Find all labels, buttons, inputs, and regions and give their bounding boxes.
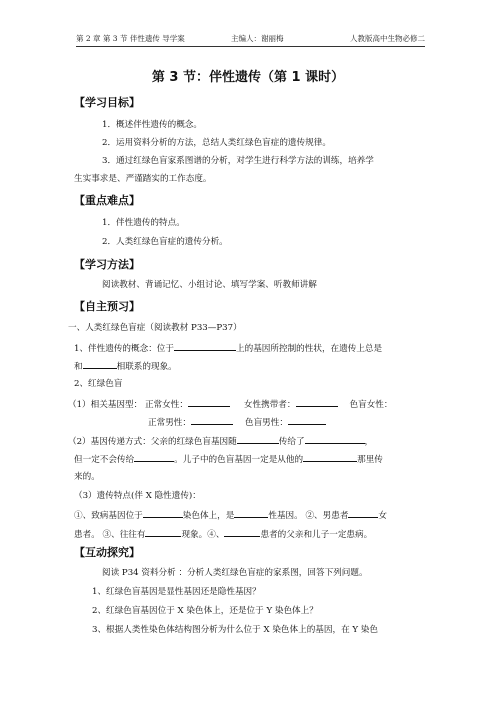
section-heading-explore: 【互动探究】 bbox=[74, 546, 140, 559]
trait-text-d: 女 bbox=[378, 511, 388, 521]
question-1-line-2 bbox=[74, 359, 177, 373]
question-2: 2、红绿色盲 bbox=[74, 379, 123, 389]
inheritance-text-d: 但一定不会传给 bbox=[74, 455, 135, 465]
blank-patient-sex[interactable] bbox=[224, 527, 260, 537]
inheritance-text-a: （2）基因传递方式：父亲的红绿色盲基因随 bbox=[68, 437, 237, 447]
trait-text-g: 患者的父亲和儿子一定患病。 bbox=[260, 530, 373, 540]
genotype-colorblind-male-label: 色盲男性： bbox=[244, 418, 288, 428]
traits-line-1 bbox=[74, 508, 387, 522]
blank-male-vs-female[interactable] bbox=[348, 508, 378, 518]
explore-question: 3、根据人类性染色体结构图分析为什么位于 X 染色体上的基因，在 Y 染色 bbox=[92, 625, 378, 635]
running-header bbox=[76, 33, 425, 47]
genotype-line-1 bbox=[68, 397, 392, 411]
blank-normal-male[interactable] bbox=[191, 415, 233, 425]
inheritance-text-e: 。儿子中的色盲基因一定是从他的 bbox=[174, 455, 304, 465]
trait-text-f: 现象。④、 bbox=[181, 530, 225, 540]
inheritance-text-c: ， bbox=[364, 437, 374, 447]
trait-text-e: 患者。 ③、往往有 bbox=[74, 530, 146, 540]
goal-item-continued: 生实事求是、严谨踏实的工作态度。 bbox=[74, 174, 212, 184]
goal-item: 2．运用资料分析的方法，总结人类红绿色盲症的遗传规律。 bbox=[102, 138, 331, 148]
trait-text-b: 染色体上，是 bbox=[182, 511, 235, 521]
section-heading-method: 【学习方法】 bbox=[74, 258, 140, 271]
header-editor: 主编人：谢丽梅 bbox=[231, 34, 284, 43]
blank-chromosome-passed[interactable] bbox=[237, 434, 279, 444]
section-heading-preview: 【自主预习】 bbox=[74, 300, 140, 313]
blank-sex[interactable] bbox=[83, 359, 117, 369]
header-rule bbox=[76, 46, 425, 47]
blank-normal-female[interactable] bbox=[188, 397, 230, 407]
q1-text-b: 上的基因所控制的性状，在遗传上总是 bbox=[236, 344, 383, 354]
genotype-line-2 bbox=[148, 415, 326, 429]
inheritance-text-f: 那里传 bbox=[357, 455, 383, 465]
blank-son-source[interactable] bbox=[303, 452, 357, 462]
header-chapter: 第 2 章 第 3 节 伴性遗传 导学案 bbox=[76, 34, 185, 43]
inheritance-line-1 bbox=[68, 434, 373, 448]
q1-text-c: 和 bbox=[74, 362, 83, 372]
key-point-item: 2．人类红绿色盲症的遗传分析。 bbox=[102, 237, 228, 247]
trait-text-c: 性基因。 ②、男患者 bbox=[268, 511, 349, 521]
traits-line-2 bbox=[74, 527, 372, 541]
q1-text-a: 1、伴性遗传的概念：位于 bbox=[74, 344, 174, 354]
explore-question: 1、红绿色盲基因是显性基因还是隐性基因？ bbox=[92, 587, 261, 597]
inheritance-text-b: 传给了 bbox=[278, 437, 305, 447]
blank-gene-type[interactable] bbox=[234, 508, 268, 518]
inheritance-traits-heading: （3）遗传特点(伴 X 隐性遗传)： bbox=[74, 491, 201, 501]
trait-text-a: ①、致病基因位于 bbox=[74, 511, 143, 521]
genotype-colorblind-female-label: 色盲女性： bbox=[349, 400, 393, 410]
section-heading-key-points: 【重点难点】 bbox=[74, 194, 140, 207]
q1-text-d: 相联系的现象。 bbox=[116, 362, 177, 372]
header-textbook: 人教版高中生物必修二 bbox=[350, 34, 425, 43]
inheritance-line-2 bbox=[74, 452, 383, 466]
blank-phenomenon[interactable] bbox=[145, 527, 181, 537]
blank-recipient[interactable] bbox=[305, 434, 365, 444]
key-point-item: 1．伴性遗传的特点。 bbox=[102, 218, 185, 228]
genotype-normal-male-label: 正常男性： bbox=[148, 418, 191, 428]
blank-chromosome[interactable] bbox=[174, 341, 236, 351]
blank-not-passed-to[interactable] bbox=[134, 452, 174, 462]
inheritance-line-3: 来的。 bbox=[74, 472, 100, 482]
blank-gene-location[interactable] bbox=[143, 508, 183, 518]
method-text: 阅读教材、背诵记忆、小组讨论、填写学案、听教师讲解 bbox=[102, 280, 317, 290]
explore-intro: 阅读 P34 资料分析 ：分析人类红绿色盲症的家系图，回答下列问题。 bbox=[102, 568, 368, 578]
explore-question: 2、红绿色盲基因位于 X 染色体上，还是位于 Y 染色体上？ bbox=[92, 606, 318, 616]
blank-carrier-female[interactable] bbox=[296, 397, 338, 407]
preview-subheading: 一、人类红绿色盲症（阅读教材 P33—P37） bbox=[68, 323, 242, 333]
page-title: 第 3 节：伴性遗传（第 1 课时） bbox=[151, 70, 345, 85]
genotype-normal-female-label: （1）相关基因型： 正常女性： bbox=[68, 400, 188, 410]
section-heading-goals: 【学习目标】 bbox=[74, 96, 140, 109]
blank-colorblind-male[interactable] bbox=[288, 415, 326, 425]
genotype-carrier-female-label: 女性携带者： bbox=[243, 400, 296, 410]
goal-item: 1．概述伴性遗传的概念。 bbox=[102, 120, 202, 130]
question-1-line-1 bbox=[74, 341, 382, 355]
goal-item: 3．通过红绿色盲家系图谱的分析，对学生进行科学方法的训练，培养学 bbox=[102, 156, 374, 166]
